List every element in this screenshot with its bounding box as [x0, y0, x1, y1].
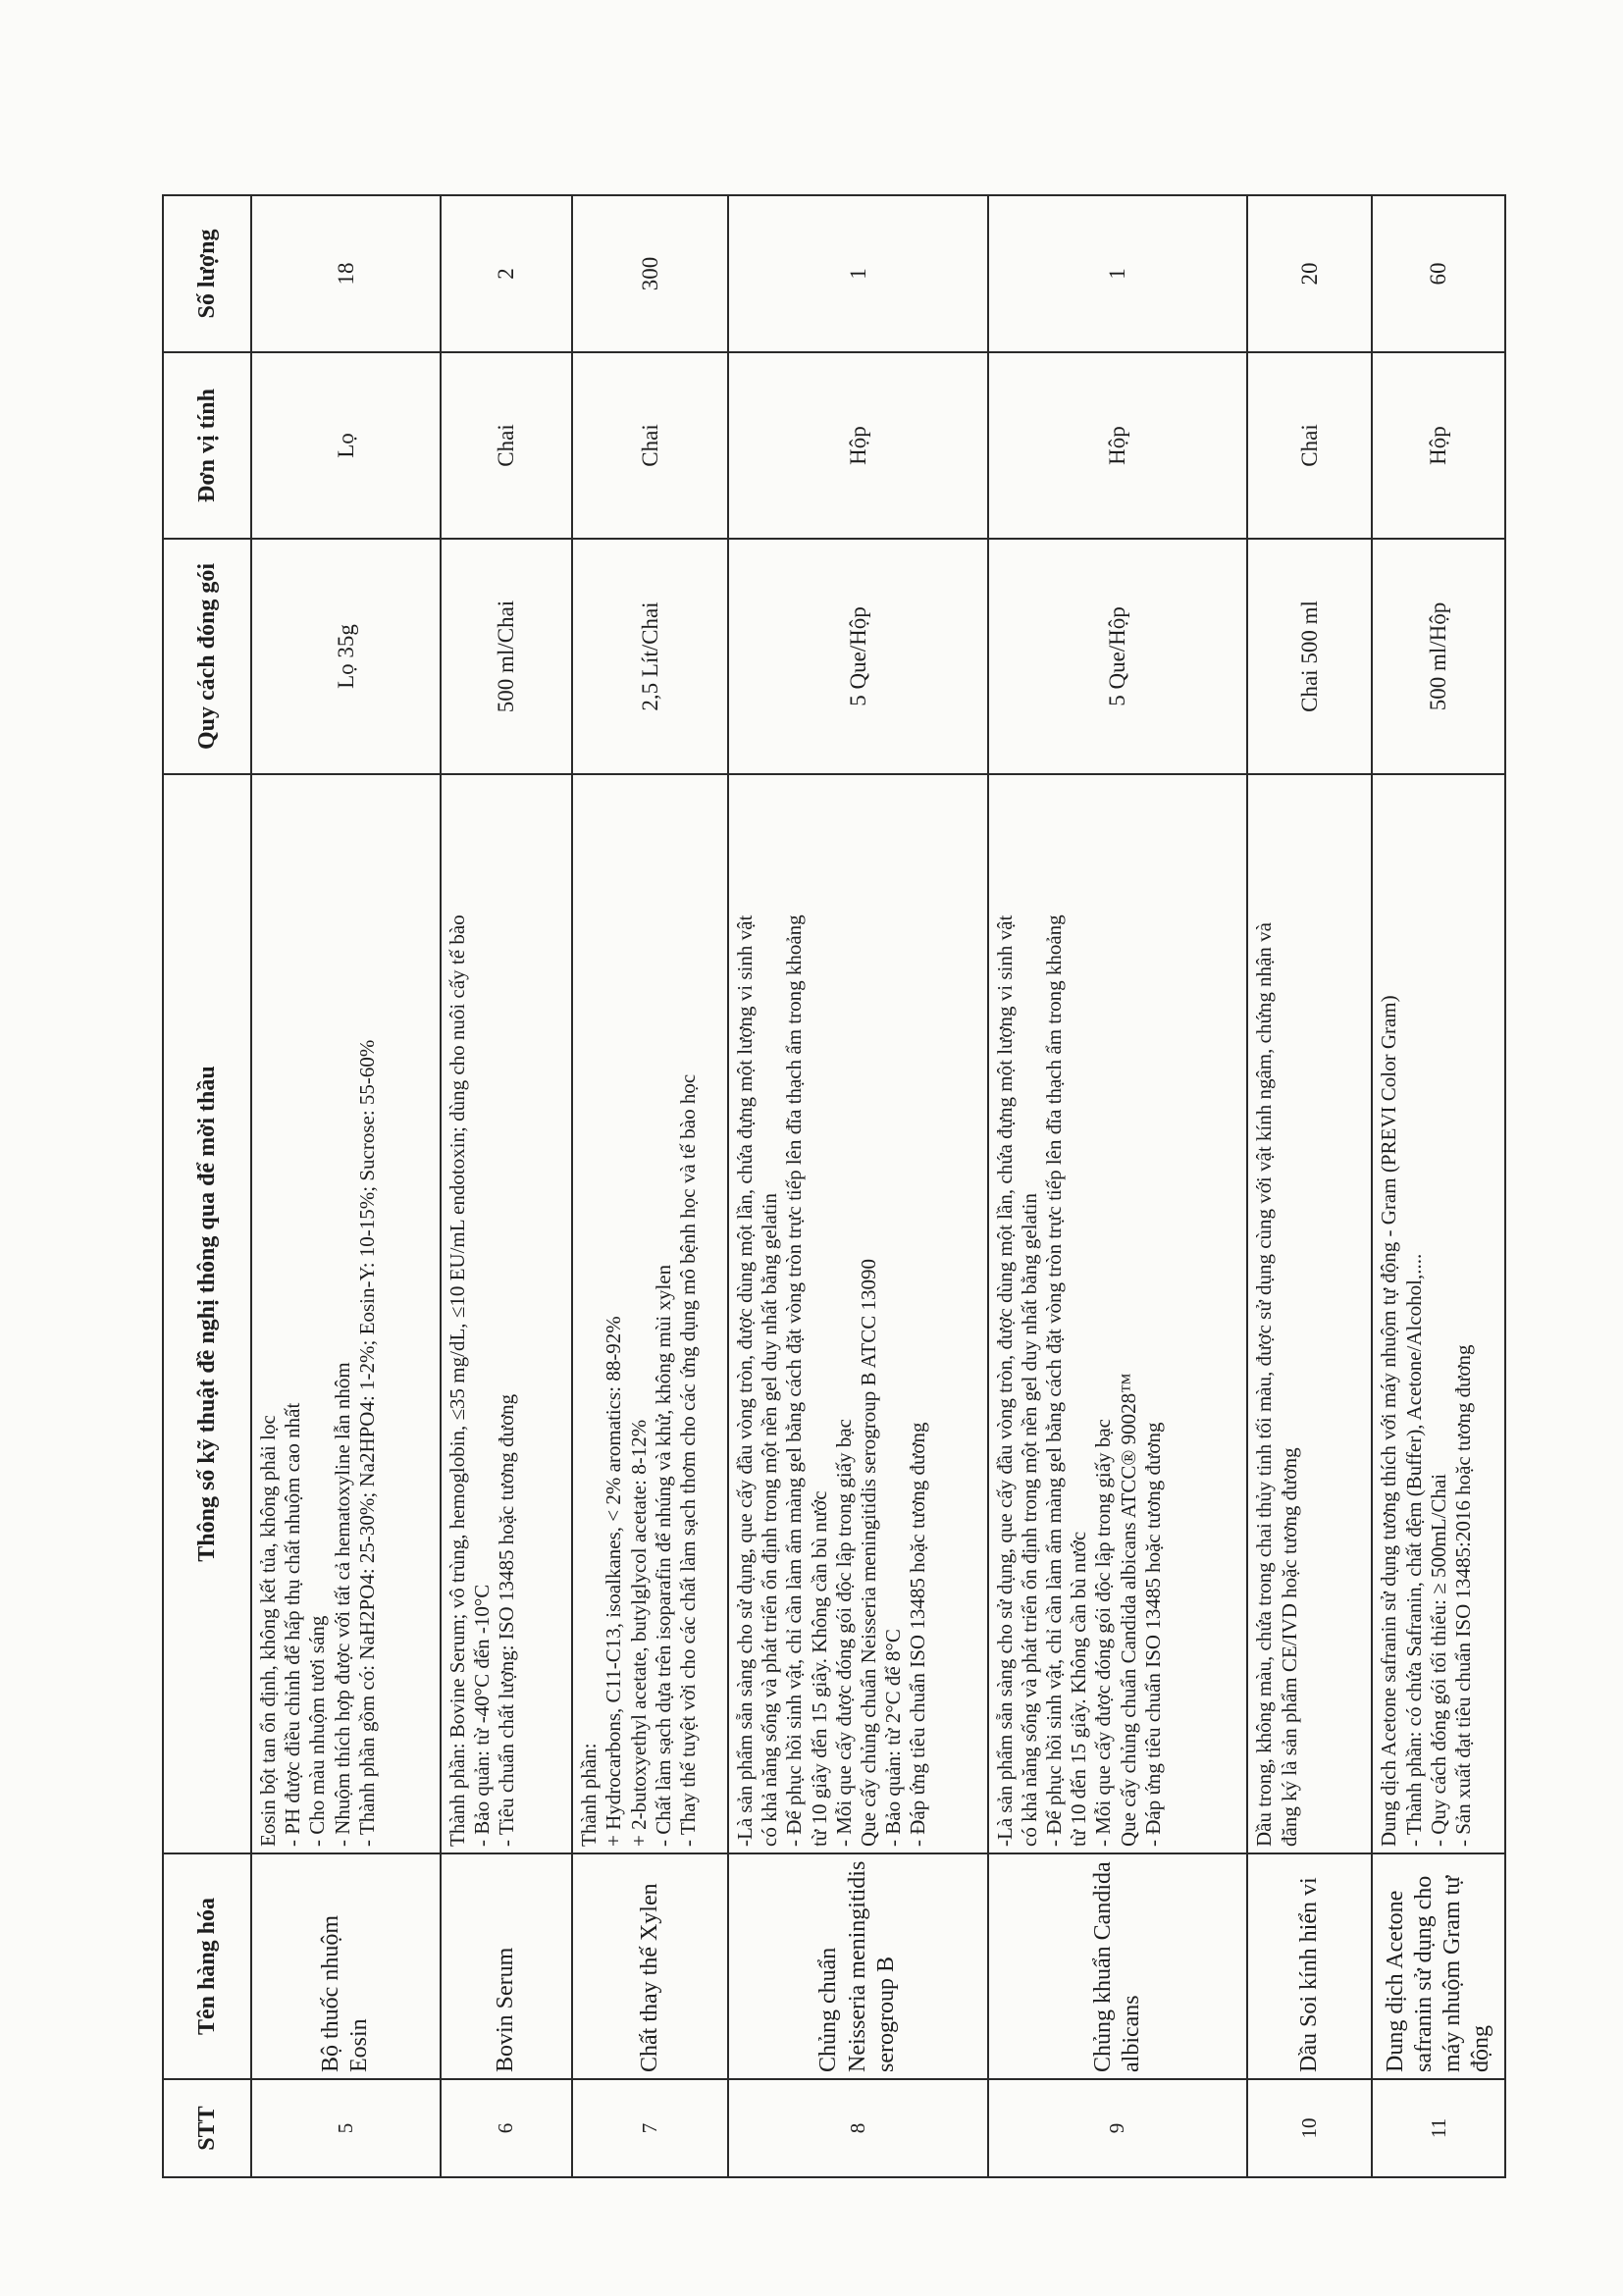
cell-qty: 1: [728, 195, 988, 352]
spec-line: + Hydrocarbons, C11-C13, isoalkanes, < 2% aromatics: 88-92%: [602, 1316, 626, 1847]
table-row: [441, 195, 572, 2177]
cell-qty: 18: [251, 195, 441, 352]
spec-line: Thành phần: Bovine Serum; vô trùng, hemoglobin, ≤35 mg/dL, ≤10 EU/mL endotoxin; dùng cho nuôi cấy tế bào: [445, 914, 469, 1847]
spec-line: -Là sản phẩm sẵn sàng cho sử dụng, que cấy đầu vòng tròn, được dùng một lần, chứa đựng một lượng vi sinh vật: [732, 914, 757, 1847]
table-row: [988, 195, 1248, 2177]
spec-line: - Bảo quản: từ 2°C để 8°C: [881, 1629, 906, 1847]
cell-spec: [572, 774, 728, 1853]
spec-line: - Mỗi que cấy được đóng gói độc lập trong giấy bạc: [831, 1419, 856, 1847]
cell-qty: 1: [988, 195, 1248, 352]
spec-line: Thành phần:: [577, 1743, 602, 1847]
spec-line: - Để phục hồi sinh vật, chỉ cần làm ẩm màng gel bằng cách đặt vòng tròn trực tiếp lên đĩa thạch ẩm trong khoảng: [782, 914, 807, 1847]
spec-line: - Đáp ứng tiêu chuẩn ISO 13485 hoặc tương đương: [906, 1422, 930, 1847]
cell-spec: [1247, 774, 1372, 1853]
cell-stt: 5: [251, 2079, 441, 2177]
cell-pack: 500 ml/Hộp: [1372, 539, 1505, 774]
cell-stt: 7: [572, 2079, 728, 2177]
cell-name: Chủng khuẩn Candida albicans: [988, 1853, 1248, 2079]
spec-line: + 2-butoxyethyl acetate, butylglycol acetate: 8-12%: [626, 1419, 651, 1847]
spec-line: - Đáp ứng tiêu chuẩn ISO 13485 hoặc tương đương: [1140, 1422, 1165, 1847]
cell-name: Chủng chuẩn Neisseria meningitidis serogroup B: [728, 1853, 988, 2079]
header-stt: STT: [163, 2079, 251, 2177]
cell-stt: 8: [728, 2079, 988, 2177]
cell-name: Chất thay thế Xylen: [572, 1853, 728, 2079]
spec-line: đăng ký là sản phẩm CE/IVD hoặc tương đương: [1277, 1447, 1301, 1847]
spec-line: - Mỗi que cấy được đóng gói độc lập trong giấy bạc: [1091, 1419, 1116, 1847]
cell-pack: Chai 500 ml: [1247, 539, 1372, 774]
cell-stt: 11: [1372, 2079, 1505, 2177]
table-row: [1247, 195, 1372, 2177]
cell-stt: 9: [988, 2079, 1248, 2177]
header-qty: Số lượng: [163, 195, 251, 352]
header-pack: Quy cách đóng gói: [163, 539, 251, 774]
cell-spec: [1372, 774, 1505, 1853]
cell-pack: 500 ml/Chai: [441, 539, 572, 774]
spec-line: - PH được điều chỉnh để hấp thụ chất nhuộm cao nhất: [281, 1402, 305, 1847]
table-row: [1372, 195, 1505, 2177]
cell-unit: Hộp: [988, 352, 1248, 539]
header-unit: Đơn vị tính: [163, 352, 251, 539]
cell-qty: 20: [1247, 195, 1372, 352]
spec-line: từ 10 đến 15 giây. Không cần bù nước: [1067, 1531, 1091, 1847]
cell-name: Bovin Serum: [441, 1853, 572, 2079]
spec-line: Que cấy chủng chuẩn Neisseria meningitidis serogroup B ATCC 13090: [856, 1259, 880, 1847]
cell-pack: 5 Que/Hộp: [988, 539, 1248, 774]
spec-line: có khả năng sống và phát triển ổn định trong một nền gel duy nhất bằng gelatin: [758, 1192, 782, 1847]
cell-unit: Hộp: [1372, 352, 1505, 539]
spec-line: - Cho màu nhuộm tươi sáng: [305, 1615, 330, 1847]
cell-spec: [251, 774, 441, 1853]
cell-unit: Chai: [441, 352, 572, 539]
cell-stt: 6: [441, 2079, 572, 2177]
spec-line: - Thay thế tuyệt vời cho các chất làm sạch thơm cho các ứng dụng mô bệnh học và tế bào học: [675, 1073, 700, 1847]
table-row: [572, 195, 728, 2177]
cell-pack: Lọ 35g: [251, 539, 441, 774]
spec-line: Dung dịch Acetone safranin sử dụng tương thích với máy nhuộm tự động - Gram (PREVI Color Gram): [1377, 995, 1401, 1847]
table-row: [728, 195, 988, 2177]
spec-line: có khả năng sống và phát triển ổn định trong một nền gel duy nhất bằng gelatin: [1017, 1192, 1041, 1847]
cell-name: Bộ thuốc nhuộm Eosin: [251, 1853, 441, 2079]
spec-line: - Để phục hồi sinh vật, chỉ cần làm ẩm màng gel bằng cách đặt vòng tròn trực tiếp lên đĩa thạch ẩm trong khoảng: [1042, 914, 1067, 1847]
spec-line: từ 10 giây đến 15 giây. Không cần bù nước: [807, 1490, 831, 1847]
cell-name: Dầu Soi kính hiển vi: [1247, 1853, 1372, 2079]
cell-unit: Chai: [572, 352, 728, 539]
table-row: [251, 195, 441, 2177]
table-header: [163, 195, 251, 2177]
rotated-content: [162, 196, 1506, 2178]
cell-spec: [728, 774, 988, 1853]
table-body: [251, 195, 1505, 2177]
cell-pack: 2,5 Lít/Chai: [572, 539, 728, 774]
cell-pack: 5 Que/Hộp: [728, 539, 988, 774]
cell-unit: Hộp: [728, 352, 988, 539]
spec-line: Dầu trong, không màu, chứa trong chai thủy tinh tối màu, được sử dụng cùng với vật kính ngâm, chứng nhận và: [1252, 922, 1277, 1847]
cell-spec: [441, 774, 572, 1853]
spec-line: - Tiêu chuẩn chất lượng: ISO 13485 hoặc tương đương: [495, 1393, 519, 1847]
spec-line: - Thành phần: có chứa Safranin, chất đệm (Buffer), Acetone/Alcohol,....: [1401, 1253, 1426, 1847]
header-spec: Thông số kỹ thuật đề nghị thông qua để mời thầu: [163, 774, 251, 1853]
spec-line: - Chất làm sạch dựa trên isoparafin để nhúng và khử, không mùi xylen: [651, 1264, 675, 1847]
spec-line: -Là sản phẩm sẵn sàng cho sử dụng, que cấy đầu vòng tròn, được dùng một lần, chứa đựng một lượng vi sinh vật: [992, 914, 1017, 1847]
header-row: [163, 195, 251, 2177]
cell-unit: Lọ: [251, 352, 441, 539]
cell-stt: 10: [1247, 2079, 1372, 2177]
spec-line: - Thành phần gồm có: NaH2PO4: 25-30%; Na2HPO4: 1-2%; Eosin-Y: 10-15%; Sucrose: 55-60%: [354, 1039, 379, 1847]
spec-line: Eosin bột tan ổn định, không kết tủa, không phải lọc: [256, 1415, 280, 1847]
spec-line: Que cấy chủng chuẩn Candida albicans ATCC® 90028™: [1116, 1373, 1140, 1847]
cell-qty: 2: [441, 195, 572, 352]
header-name: Tên hàng hóa: [163, 1853, 251, 2079]
procurement-table: [162, 194, 1506, 2178]
spec-line: - Bảo quản: từ -40°C đến -10°C: [469, 1584, 494, 1847]
spec-line: - Sản xuất đạt tiêu chuẩn ISO 13485:2016 hoặc tương đương: [1451, 1344, 1475, 1847]
cell-qty: 60: [1372, 195, 1505, 352]
cell-qty: 300: [572, 195, 728, 352]
spec-line: - Nhuộm thích hợp được với tất cả hematoxyline lẫn nhôm: [330, 1362, 354, 1847]
spec-line: - Quy cách đóng gói tối thiểu: ≥ 500mL/Chai: [1426, 1473, 1450, 1847]
cell-unit: Chai: [1247, 352, 1372, 539]
cell-spec: [988, 774, 1248, 1853]
cell-name: Dung dịch Acetone safranin sử dụng cho máy nhuộm Gram tự động: [1372, 1853, 1505, 2079]
